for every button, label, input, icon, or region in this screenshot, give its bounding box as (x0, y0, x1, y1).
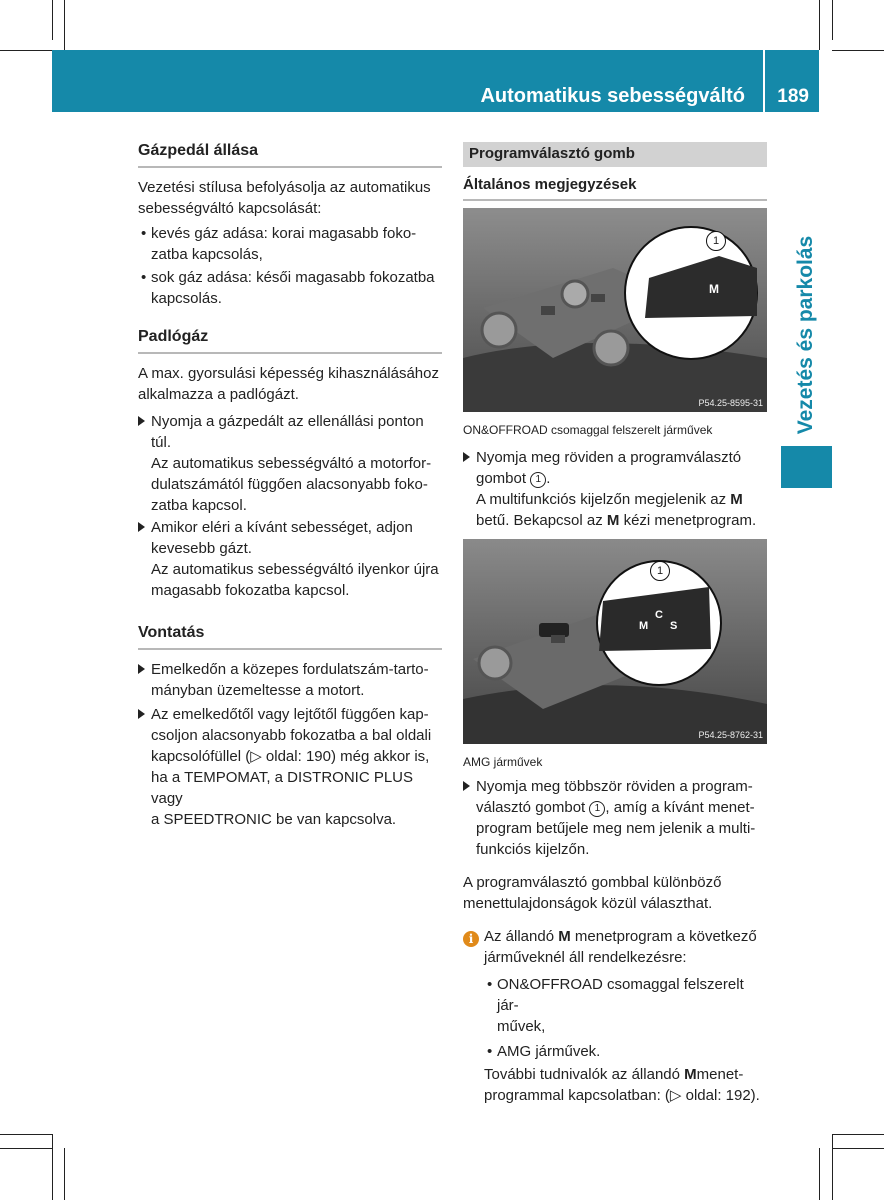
crop-mark (64, 1148, 65, 1200)
subheading: Általános megjegyzések (463, 176, 767, 201)
text-line: magasabb fokozatba kapcsol. (151, 582, 350, 599)
text-span: További tudnivalók az állandó (484, 1066, 680, 1083)
crop-mark (0, 1134, 52, 1135)
section-title: Programválasztó gomb (469, 145, 635, 162)
text-line (484, 926, 767, 947)
text-line: A max. gyorsulási képesség kihasználásához (138, 365, 439, 382)
page-header (52, 50, 819, 112)
text-line: túl. (151, 434, 172, 451)
text-span: betű. Bekapcsol az (476, 512, 603, 529)
instruction-step (463, 447, 767, 531)
text-line (476, 489, 756, 510)
text-span: . (546, 470, 551, 487)
mode-label-c: C (655, 609, 663, 621)
text-line: Az emelkedőtől vagy lejtőtől függően kap- (151, 706, 429, 723)
text-line: művek, (497, 1018, 546, 1035)
text-line: Amikor eléri a kívánt sebességet, adjon (151, 519, 413, 536)
text-line: menettulajdonságok közül választhat. (463, 895, 713, 912)
mode-label-m: M (639, 620, 649, 632)
paragraph (138, 177, 442, 219)
left-column (138, 140, 442, 830)
callout-ref-icon: 1 (589, 801, 605, 817)
text-line: sok gáz adása: késői magasabb fokozatba (151, 269, 435, 286)
image-code: P54.25-8595-31 (698, 398, 763, 408)
step-arrow-icon (138, 709, 145, 719)
info-icon: i (463, 931, 479, 947)
chapter-tab-label: Vezetés és parkolás (794, 235, 817, 435)
text-line: Nyomja a gázpedált az ellenállási ponton (151, 413, 424, 430)
text-line (476, 797, 755, 818)
crop-mark (832, 1148, 884, 1149)
text-line: járműveknél áll rendelkezésre: (484, 949, 687, 966)
text-bold: M (558, 928, 571, 945)
text-line: kapcsolás. (151, 290, 222, 307)
text-line: A programválasztó gombbal különböző (463, 874, 722, 891)
text-line (484, 1064, 767, 1085)
text-span: , amíg a kívánt menet- (605, 799, 755, 816)
image-caption: ON&OFFROAD csomaggal felszerelt járművek (463, 423, 713, 437)
section-heading: Vontatás (138, 622, 442, 650)
text-line: Az automatikus sebességváltó a motorfor- (151, 455, 432, 472)
text-span: A multifunkciós kijelzőn megjelenik az (476, 491, 727, 508)
image-code: P54.25-8762-31 (698, 730, 763, 740)
list-item: • ON&OFFROAD csomaggal felszerelt jár- művek, (484, 974, 767, 1037)
text-line: ha a TEMPOMAT, a DISTRONIC PLUS vagy (151, 769, 414, 807)
bullet-list (138, 223, 442, 309)
step-arrow-icon (463, 781, 470, 791)
list-item: • sok gáz adása: késői magasabb fokozatba kapcsolás. (141, 269, 435, 307)
instruction-step (138, 411, 442, 516)
text-line: programmal kapcsolatban: (▷ oldal: 192). (484, 1087, 760, 1104)
info-note (463, 926, 767, 1106)
text-line: a SPEEDTRONIC be van kapcsolva. (151, 811, 397, 828)
text-line: kapcsolófüllel (▷ oldal: 190) még akkor is, (151, 748, 430, 765)
text-line: sebességváltó kapcsolását: (138, 200, 322, 217)
step-arrow-icon (138, 522, 145, 532)
list-item: • kevés gáz adása: korai magasabb foko- zatba kapcsolás, (141, 225, 417, 263)
crop-mark (0, 50, 52, 51)
crop-mark (832, 1134, 884, 1135)
header-divider (763, 50, 765, 112)
text-line: csoljon alacsonyabb fokozatba a bal oldali (151, 727, 432, 744)
chapter-tab-marker (781, 446, 832, 488)
text-line: ON&OFFROAD csomaggal felszerelt jár- (497, 976, 744, 1014)
crop-mark (0, 1148, 52, 1149)
paragraph (463, 872, 767, 914)
text-bold: M (684, 1066, 697, 1083)
text-line: alkalmazza a padlógázt. (138, 386, 299, 403)
crop-mark (832, 50, 884, 51)
step-arrow-icon (138, 664, 145, 674)
text-bold: M (606, 512, 620, 529)
text-span: Az állandó (484, 928, 555, 945)
text-span: kézi menetprogram. (623, 512, 757, 529)
right-column-bottom (463, 752, 767, 1106)
instruction-step (138, 704, 442, 830)
header-title: Automatikus sebességváltó (480, 85, 745, 107)
text-line (476, 468, 756, 489)
text-line: Vezetési stílusa befolyásolja az automatikus (138, 179, 431, 196)
text-line (476, 510, 756, 531)
section-title-bar (463, 142, 767, 167)
button-label-m: M (709, 282, 719, 296)
text-bold: M (730, 491, 743, 508)
text-line: Az automatikus sebességváltó ilyenkor újra (151, 561, 439, 578)
text-line: program betűjele meg nem jelenik a multi- (476, 820, 756, 837)
instruction-step (463, 776, 767, 860)
instruction-step (138, 659, 442, 701)
step-arrow-icon (463, 452, 470, 462)
section-heading: Gázpedál állása (138, 140, 442, 168)
callout-ref-icon: 1 (530, 472, 546, 488)
text-span: menet- (696, 1066, 744, 1083)
crop-mark (832, 1134, 833, 1200)
crop-mark (52, 1134, 53, 1200)
text-line: Nyomja meg röviden a programválasztó (476, 449, 742, 466)
text-line: kevesebb gázt. (151, 540, 252, 557)
callout-number: 1 (706, 231, 726, 251)
crop-mark (832, 0, 833, 40)
crop-mark (819, 0, 820, 50)
step-arrow-icon (138, 416, 145, 426)
text-line: zatba kapcsolás, (151, 246, 263, 263)
text-line: funkciós kijelzőn. (476, 841, 590, 858)
text-line: kevés gáz adása: korai magasabb foko- (151, 225, 417, 242)
crop-mark (52, 0, 53, 40)
text-line: AMG járművek. (497, 1043, 601, 1060)
text-line: dulatszámától függően alacsonyabb foko- (151, 476, 428, 493)
text-span: menetprogram a következő (574, 928, 757, 945)
paragraph (138, 363, 442, 405)
text-span: választó gombot (476, 799, 586, 816)
mode-label-s: S (670, 620, 678, 632)
text-line: zatba kapcsol. (151, 497, 247, 514)
crop-mark (819, 1148, 820, 1200)
text-line: Emelkedőn a közepes fordulatszám-tarto- (151, 661, 429, 678)
section-heading: Padlógáz (138, 326, 442, 354)
image-caption: AMG járművek (463, 755, 543, 769)
page-number: 189 (777, 86, 809, 107)
text-line: Nyomja meg többször röviden a program- (476, 778, 753, 795)
right-column-mid (463, 420, 767, 531)
console-photo-onoffroad (463, 208, 767, 412)
console-photo-amg (463, 539, 767, 744)
text-line: mányban üzemeltesse a motort. (151, 682, 365, 699)
crop-mark (64, 0, 65, 50)
callout-number: 1 (650, 561, 670, 581)
instruction-step (138, 517, 442, 601)
text-span: gombot (476, 470, 527, 487)
list-item: • AMG járművek. (487, 1043, 601, 1060)
